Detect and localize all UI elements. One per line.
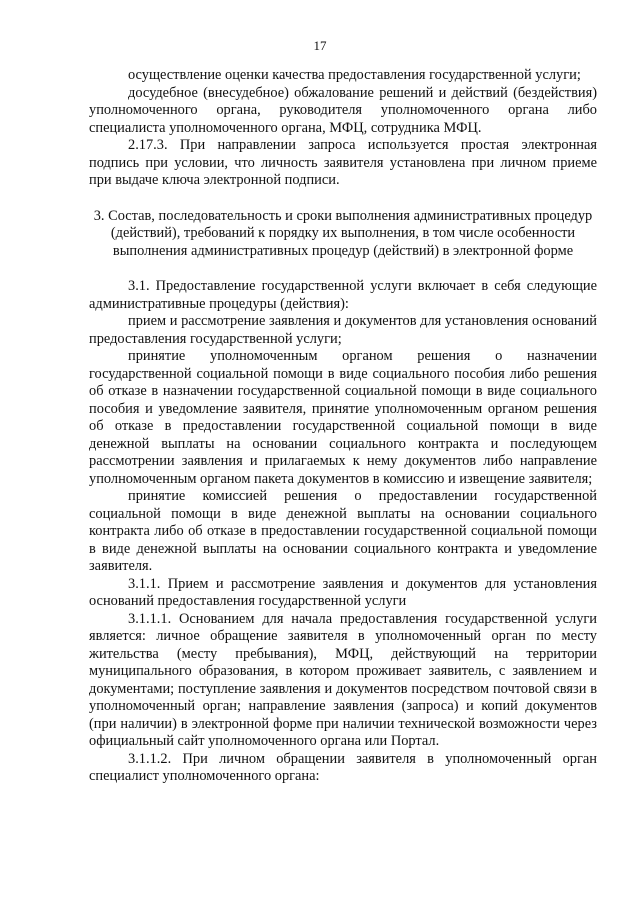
paragraph-2-17-3: 2.17.3. При направлении запроса используется простая электронная подпись при условии, что личность заявителя установлена при личном приеме при выдаче ключа электронной подписи. (89, 137, 597, 188)
paragraph-3-1-1-2: 3.1.1.2. При личном обращении заявителя в уполномоченный орган специалист уполномоченного органа: (89, 750, 597, 784)
paragraph-pretrial-appeal: досудебное (внесудебное) обжалование решений и действий (бездействия) уполномоченного органа, руководителя уполномоченного органа либо специалиста уполномоченного органа, МФЦ, сотрудника МФЦ. (89, 84, 597, 136)
paragraph-3-1-1-1: 3.1.1.1. Основанием для начала предоставления государственной услуги является: личное обращение заявителя в уполномоченный орган по месту жительства (месту пребывания), МФЦ, действующий на территории муниципального образования, в котором проживает заявитель, с заявлением и документами; поступление заявления и документов посредством почтовой связи в уполномоченный орган; направление заявления (запроса) и копий документов (при наличии) в электронной форме при наличии технической возможности через официальный сайт уполномоченного органа или Портал. (89, 610, 597, 749)
paragraph-3-1: 3.1. Предоставление государственной услуги включает в себя следующие административные процедуры (действия): (89, 278, 597, 312)
paragraph-3-1-1: 3.1.1. Прием и рассмотрение заявления и документов для установления оснований предоставления государственной услуги (89, 575, 597, 609)
paragraph-procedure-decision: принятие уполномоченным органом решения о назначении государственной социальной помощи в виде социального пособия либо решения об отказе в назначении государственной социальной помощи в виде социального пособия и уведомление заявителя, принятие уполномоченным органом решения об отказе в предоставлении государственной социальной помощи в виде денежной выплаты на основании социального контракта и последующем рассмотрении заявления и прилагаемых к нему документов либо направление уполномоченным органом пакета документов в комиссию и извещение заявителя; (89, 348, 597, 487)
paragraph-procedure-reception: прием и рассмотрение заявления и документов для установления оснований предоставления государственной услуги; (89, 313, 597, 347)
section-heading: 3. Состав, последовательность и сроки выполнения административных процедур (действий), требований к порядку их выполнения, в том числе особенности выполнения административных процедур (действий) в электронной форме (93, 207, 593, 259)
page-content (89, 67, 597, 786)
paragraph-quality-assessment: осуществление оценки качества предоставления государственной услуги; (128, 67, 581, 83)
page-number: 17 (313, 38, 327, 53)
paragraph-procedure-commission: принятие комиссией решения о предоставлении государственной социальной помощи в виде денежной выплаты на основании социального контракта либо об отказе в предоставлении государственной социальной помощи в виде денежной выплаты на основании социального контракта и уведомление заявителя. (89, 488, 597, 574)
